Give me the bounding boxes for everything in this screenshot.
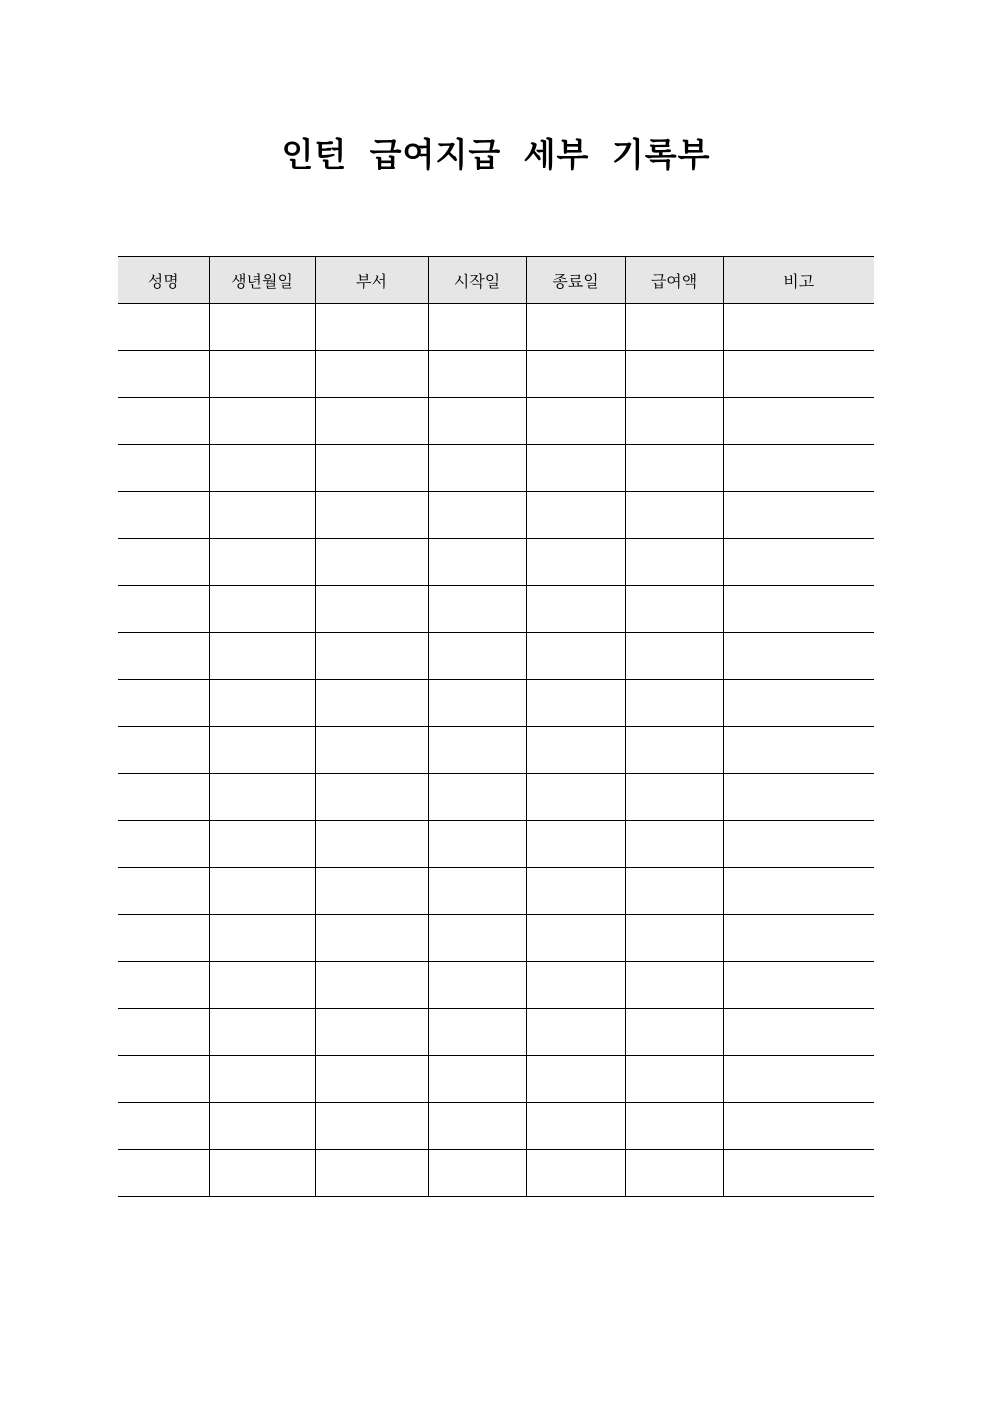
cell-start-date[interactable] [428,1056,526,1103]
header-salary: 급여액 [625,257,723,304]
cell-start-date[interactable] [428,1103,526,1150]
cell-salary[interactable] [625,1103,723,1150]
cell-salary[interactable] [625,1150,723,1197]
cell-start-date[interactable] [428,445,526,492]
header-start-date: 시작일 [428,257,526,304]
cell-start-date[interactable] [428,680,526,727]
cell-name[interactable] [118,680,209,727]
cell-name[interactable] [118,1009,209,1056]
cell-birthdate[interactable] [209,633,315,680]
cell-remarks[interactable] [723,539,874,586]
cell-salary[interactable] [625,915,723,962]
cell-birthdate[interactable] [209,821,315,868]
cell-department[interactable] [315,351,428,398]
cell-remarks[interactable] [723,868,874,915]
cell-end-date[interactable] [526,1103,625,1150]
cell-department[interactable] [315,821,428,868]
cell-end-date[interactable] [526,398,625,445]
cell-salary[interactable] [625,774,723,821]
cell-department[interactable] [315,492,428,539]
cell-name[interactable] [118,821,209,868]
cell-birthdate[interactable] [209,868,315,915]
cell-birthdate[interactable] [209,774,315,821]
cell-birthdate[interactable] [209,680,315,727]
cell-department[interactable] [315,633,428,680]
cell-end-date[interactable] [526,1009,625,1056]
cell-end-date[interactable] [526,539,625,586]
cell-remarks[interactable] [723,774,874,821]
cell-department[interactable] [315,868,428,915]
cell-remarks[interactable] [723,586,874,633]
cell-remarks[interactable] [723,1056,874,1103]
cell-salary[interactable] [625,680,723,727]
cell-end-date[interactable] [526,915,625,962]
cell-salary[interactable] [625,445,723,492]
cell-department[interactable] [315,539,428,586]
table-row [118,492,874,539]
table-row [118,539,874,586]
cell-start-date[interactable] [428,1009,526,1056]
cell-name[interactable] [118,774,209,821]
cell-start-date[interactable] [428,915,526,962]
cell-salary[interactable] [625,727,723,774]
cell-birthdate[interactable] [209,492,315,539]
cell-remarks[interactable] [723,915,874,962]
cell-salary[interactable] [625,868,723,915]
cell-salary[interactable] [625,351,723,398]
cell-start-date[interactable] [428,633,526,680]
cell-remarks[interactable] [723,962,874,1009]
cell-start-date[interactable] [428,398,526,445]
record-table-body [118,304,874,1197]
cell-name[interactable] [118,492,209,539]
cell-name[interactable] [118,868,209,915]
cell-salary[interactable] [625,1009,723,1056]
cell-start-date[interactable] [428,868,526,915]
cell-start-date[interactable] [428,492,526,539]
cell-end-date[interactable] [526,351,625,398]
cell-name[interactable] [118,304,209,351]
cell-birthdate[interactable] [209,539,315,586]
cell-birthdate[interactable] [209,351,315,398]
cell-end-date[interactable] [526,304,625,351]
cell-salary[interactable] [625,962,723,1009]
cell-start-date[interactable] [428,727,526,774]
table-row [118,821,874,868]
header-end-date: 종료일 [526,257,625,304]
cell-remarks[interactable] [723,304,874,351]
cell-name[interactable] [118,727,209,774]
table-row [118,915,874,962]
header-department: 부서 [315,257,428,304]
cell-end-date[interactable] [526,586,625,633]
cell-end-date[interactable] [526,1150,625,1197]
cell-remarks[interactable] [723,727,874,774]
cell-remarks[interactable] [723,680,874,727]
cell-end-date[interactable] [526,680,625,727]
cell-department[interactable] [315,962,428,1009]
table-row [118,774,874,821]
cell-remarks[interactable] [723,1150,874,1197]
cell-start-date[interactable] [428,586,526,633]
cell-birthdate[interactable] [209,304,315,351]
cell-remarks[interactable] [723,633,874,680]
header-row [118,257,874,304]
cell-department[interactable] [315,304,428,351]
cell-remarks[interactable] [723,1009,874,1056]
cell-salary[interactable] [625,1056,723,1103]
cell-name[interactable] [118,398,209,445]
cell-name[interactable] [118,633,209,680]
cell-end-date[interactable] [526,445,625,492]
cell-department[interactable] [315,915,428,962]
cell-department[interactable] [315,1056,428,1103]
cell-department[interactable] [315,445,428,492]
header-name: 성명 [118,257,209,304]
cell-name[interactable] [118,962,209,1009]
table-row [118,633,874,680]
cell-salary[interactable] [625,633,723,680]
cell-birthdate[interactable] [209,1103,315,1150]
cell-birthdate[interactable] [209,1150,315,1197]
cell-end-date[interactable] [526,821,625,868]
header-birthdate: 생년월일 [209,257,315,304]
cell-end-date[interactable] [526,774,625,821]
cell-department[interactable] [315,1009,428,1056]
record-table [118,256,874,1197]
table-row [118,445,874,492]
cell-name[interactable] [118,1056,209,1103]
cell-department[interactable] [315,680,428,727]
table-row [118,304,874,351]
cell-start-date[interactable] [428,351,526,398]
cell-birthdate[interactable] [209,962,315,1009]
table-row [118,1009,874,1056]
cell-remarks[interactable] [723,492,874,539]
cell-salary[interactable] [625,821,723,868]
cell-name[interactable] [118,539,209,586]
cell-name[interactable] [118,915,209,962]
cell-start-date[interactable] [428,821,526,868]
cell-department[interactable] [315,727,428,774]
cell-remarks[interactable] [723,398,874,445]
table-row [118,1056,874,1103]
cell-department[interactable] [315,1150,428,1197]
cell-start-date[interactable] [428,1150,526,1197]
cell-salary[interactable] [625,398,723,445]
table-row [118,868,874,915]
cell-name[interactable] [118,351,209,398]
cell-name[interactable] [118,445,209,492]
cell-end-date[interactable] [526,868,625,915]
cell-remarks[interactable] [723,1103,874,1150]
cell-department[interactable] [315,586,428,633]
cell-birthdate[interactable] [209,398,315,445]
cell-start-date[interactable] [428,962,526,1009]
cell-birthdate[interactable] [209,1009,315,1056]
cell-end-date[interactable] [526,727,625,774]
cell-name[interactable] [118,1150,209,1197]
table-row [118,351,874,398]
cell-salary[interactable] [625,492,723,539]
cell-birthdate[interactable] [209,1056,315,1103]
cell-end-date[interactable] [526,1056,625,1103]
cell-birthdate[interactable] [209,727,315,774]
page-title: 인턴 급여지급 세부 기록부 [281,135,711,174]
cell-birthdate[interactable] [209,586,315,633]
cell-remarks[interactable] [723,445,874,492]
table-row [118,680,874,727]
table-row [118,398,874,445]
cell-name[interactable] [118,1103,209,1150]
cell-start-date[interactable] [428,774,526,821]
cell-department[interactable] [315,1103,428,1150]
table-row [118,1150,874,1197]
cell-salary[interactable] [625,539,723,586]
header-remarks: 비고 [723,257,874,304]
cell-salary[interactable] [625,304,723,351]
cell-salary[interactable] [625,586,723,633]
cell-start-date[interactable] [428,539,526,586]
cell-end-date[interactable] [526,633,625,680]
cell-remarks[interactable] [723,821,874,868]
table-row [118,1103,874,1150]
cell-birthdate[interactable] [209,915,315,962]
cell-start-date[interactable] [428,304,526,351]
cell-end-date[interactable] [526,962,625,1009]
table-row [118,962,874,1009]
cell-end-date[interactable] [526,492,625,539]
cell-remarks[interactable] [723,351,874,398]
cell-birthdate[interactable] [209,445,315,492]
table-row [118,727,874,774]
cell-department[interactable] [315,398,428,445]
cell-department[interactable] [315,774,428,821]
cell-name[interactable] [118,586,209,633]
table-row [118,586,874,633]
